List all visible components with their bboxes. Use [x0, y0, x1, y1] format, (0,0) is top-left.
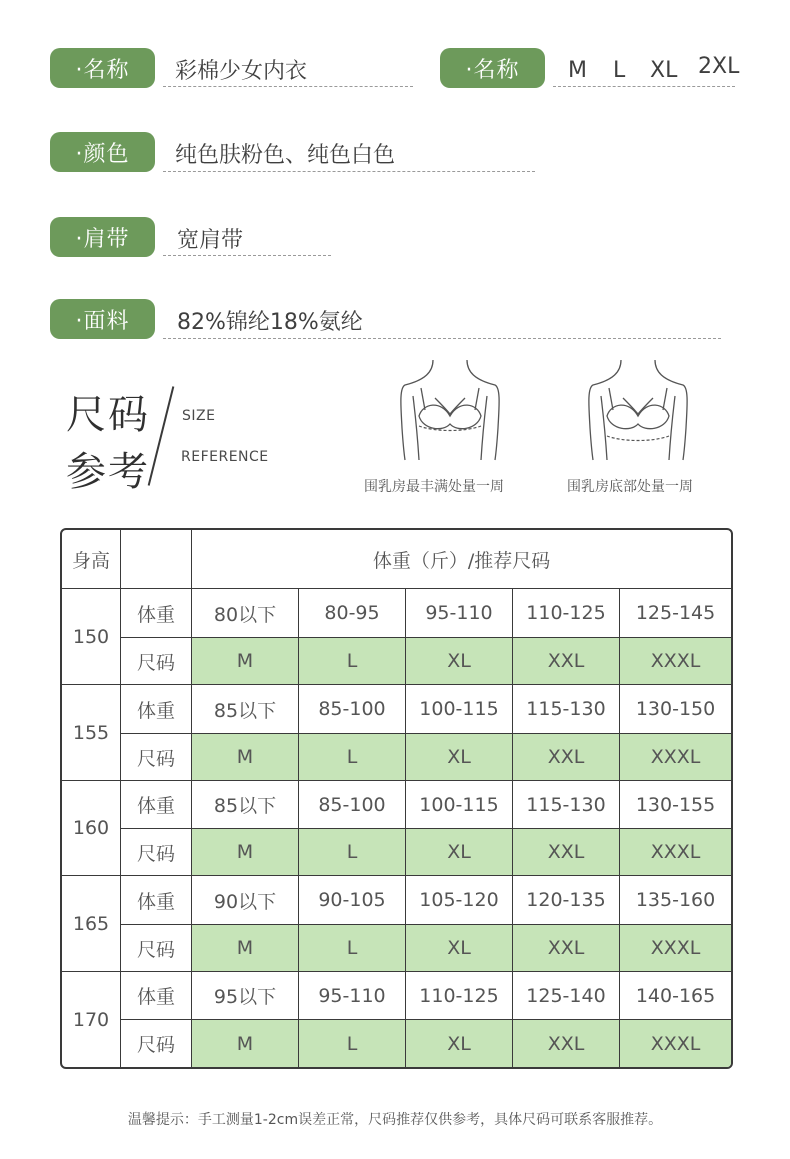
name-label-pill: ·名称: [50, 48, 155, 88]
weight-range-cell: 125-140: [513, 972, 620, 1020]
weight-range-cell: 115-130: [513, 781, 620, 829]
height-cell: 170: [62, 972, 121, 1067]
recommended-size-cell: L: [299, 829, 406, 876]
weight-row-label: 体重: [121, 781, 192, 829]
weight-range-cell: 130-155: [620, 781, 731, 829]
height-cell: 155: [62, 685, 121, 781]
weight-range-cell: 80-95: [299, 589, 406, 638]
recommended-size-cell: L: [299, 925, 406, 972]
recommended-size-cell: XL: [406, 829, 513, 876]
weight-range-cell: 85-100: [299, 781, 406, 829]
recommended-size-cell: XXXL: [620, 734, 731, 781]
recommended-size-cell: XXL: [513, 638, 620, 685]
recommended-size-cell: XL: [406, 734, 513, 781]
title-divider-slash: [148, 386, 175, 485]
size-ref-en-line2: REFERENCE: [181, 449, 269, 465]
size-underline: [553, 86, 735, 87]
size-chart-table: [60, 528, 733, 1069]
weight-range-cell: 110-125: [406, 972, 513, 1020]
recommended-size-cell: L: [299, 734, 406, 781]
weight-range-cell: 120-135: [513, 876, 620, 925]
height-cell: 165: [62, 876, 121, 972]
size-value-l: L: [613, 58, 626, 83]
weight-row-label: 体重: [121, 685, 192, 734]
size-row-label: 尺码: [121, 734, 192, 781]
weight-range-cell: 90以下: [192, 876, 299, 925]
fabric-value: 82%锦纶18%氨纶: [177, 310, 363, 335]
weight-size-header: 体重（斤）/推荐尺码: [192, 530, 731, 589]
weight-range-cell: 80以下: [192, 589, 299, 638]
footer-note: 温馨提示：手工测量1-2cm误差正常，尺码推荐仅供参考，具体尺码可联系客服推荐。: [127, 1112, 663, 1128]
name-underline: [163, 86, 413, 87]
weight-range-cell: 100-115: [406, 781, 513, 829]
weight-range-cell: 100-115: [406, 685, 513, 734]
weight-row-label: 体重: [121, 972, 192, 1020]
size-row-label: 尺码: [121, 1020, 192, 1067]
size-value-2xl: 2XL: [698, 54, 740, 79]
recommended-size-cell: M: [192, 829, 299, 876]
header-blank-cell: [121, 530, 192, 589]
recommended-size-cell: XXXL: [620, 925, 731, 972]
recommended-size-cell: XXL: [513, 925, 620, 972]
color-value: 纯色肤粉色、纯色白色: [175, 143, 396, 168]
weight-range-cell: 115-130: [513, 685, 620, 734]
weight-range-cell: 135-160: [620, 876, 731, 925]
fabric-label-pill: ·面料: [50, 299, 155, 339]
fabric-underline: [163, 338, 721, 339]
weight-range-cell: 125-145: [620, 589, 731, 638]
recommended-size-cell: XXXL: [620, 1020, 731, 1067]
bust-measure-figure: [395, 358, 505, 463]
color-label-pill: ·颜色: [50, 132, 155, 172]
size-label-pill: ·名称: [440, 48, 545, 88]
weight-row-label: 体重: [121, 876, 192, 925]
size-value-xl: XL: [650, 58, 678, 83]
weight-range-cell: 95以下: [192, 972, 299, 1020]
strap-underline: [163, 255, 331, 256]
recommended-size-cell: XL: [406, 1020, 513, 1067]
weight-range-cell: 85以下: [192, 685, 299, 734]
height-cell: 160: [62, 781, 121, 876]
weight-range-cell: 95-110: [406, 589, 513, 638]
weight-range-cell: 110-125: [513, 589, 620, 638]
underbust-measure-caption: 围乳房底部处量一周: [567, 479, 693, 495]
weight-row-label: 体重: [121, 589, 192, 638]
recommended-size-cell: XXL: [513, 829, 620, 876]
recommended-size-cell: M: [192, 1020, 299, 1067]
recommended-size-cell: XXL: [513, 1020, 620, 1067]
recommended-size-cell: M: [192, 925, 299, 972]
bust-measure-caption: 围乳房最丰满处量一周: [364, 479, 504, 495]
recommended-size-cell: XXXL: [620, 638, 731, 685]
size-row-label: 尺码: [121, 829, 192, 876]
weight-range-cell: 105-120: [406, 876, 513, 925]
recommended-size-cell: L: [299, 638, 406, 685]
weight-range-cell: 95-110: [299, 972, 406, 1020]
recommended-size-cell: XL: [406, 638, 513, 685]
size-row-label: 尺码: [121, 638, 192, 685]
recommended-size-cell: M: [192, 734, 299, 781]
size-value-m: M: [568, 58, 587, 83]
weight-range-cell: 140-165: [620, 972, 731, 1020]
height-column-header: 身高: [62, 530, 121, 589]
weight-range-cell: 90-105: [299, 876, 406, 925]
color-underline: [163, 171, 535, 172]
recommended-size-cell: XL: [406, 925, 513, 972]
strap-label-pill: ·肩带: [50, 217, 155, 257]
strap-value: 宽肩带: [177, 228, 244, 253]
weight-range-cell: 85以下: [192, 781, 299, 829]
size-ref-title-line1: 尺码: [66, 392, 150, 438]
name-value: 彩棉少女内衣: [175, 59, 308, 84]
weight-range-cell: 130-150: [620, 685, 731, 734]
recommended-size-cell: XXL: [513, 734, 620, 781]
weight-range-cell: 85-100: [299, 685, 406, 734]
recommended-size-cell: M: [192, 638, 299, 685]
size-ref-en-line1: SIZE: [182, 408, 216, 424]
size-row-label: 尺码: [121, 925, 192, 972]
underbust-measure-figure: [583, 358, 693, 463]
height-cell: 150: [62, 589, 121, 685]
recommended-size-cell: L: [299, 1020, 406, 1067]
recommended-size-cell: XXXL: [620, 829, 731, 876]
size-ref-title-line2: 参考: [66, 449, 150, 495]
